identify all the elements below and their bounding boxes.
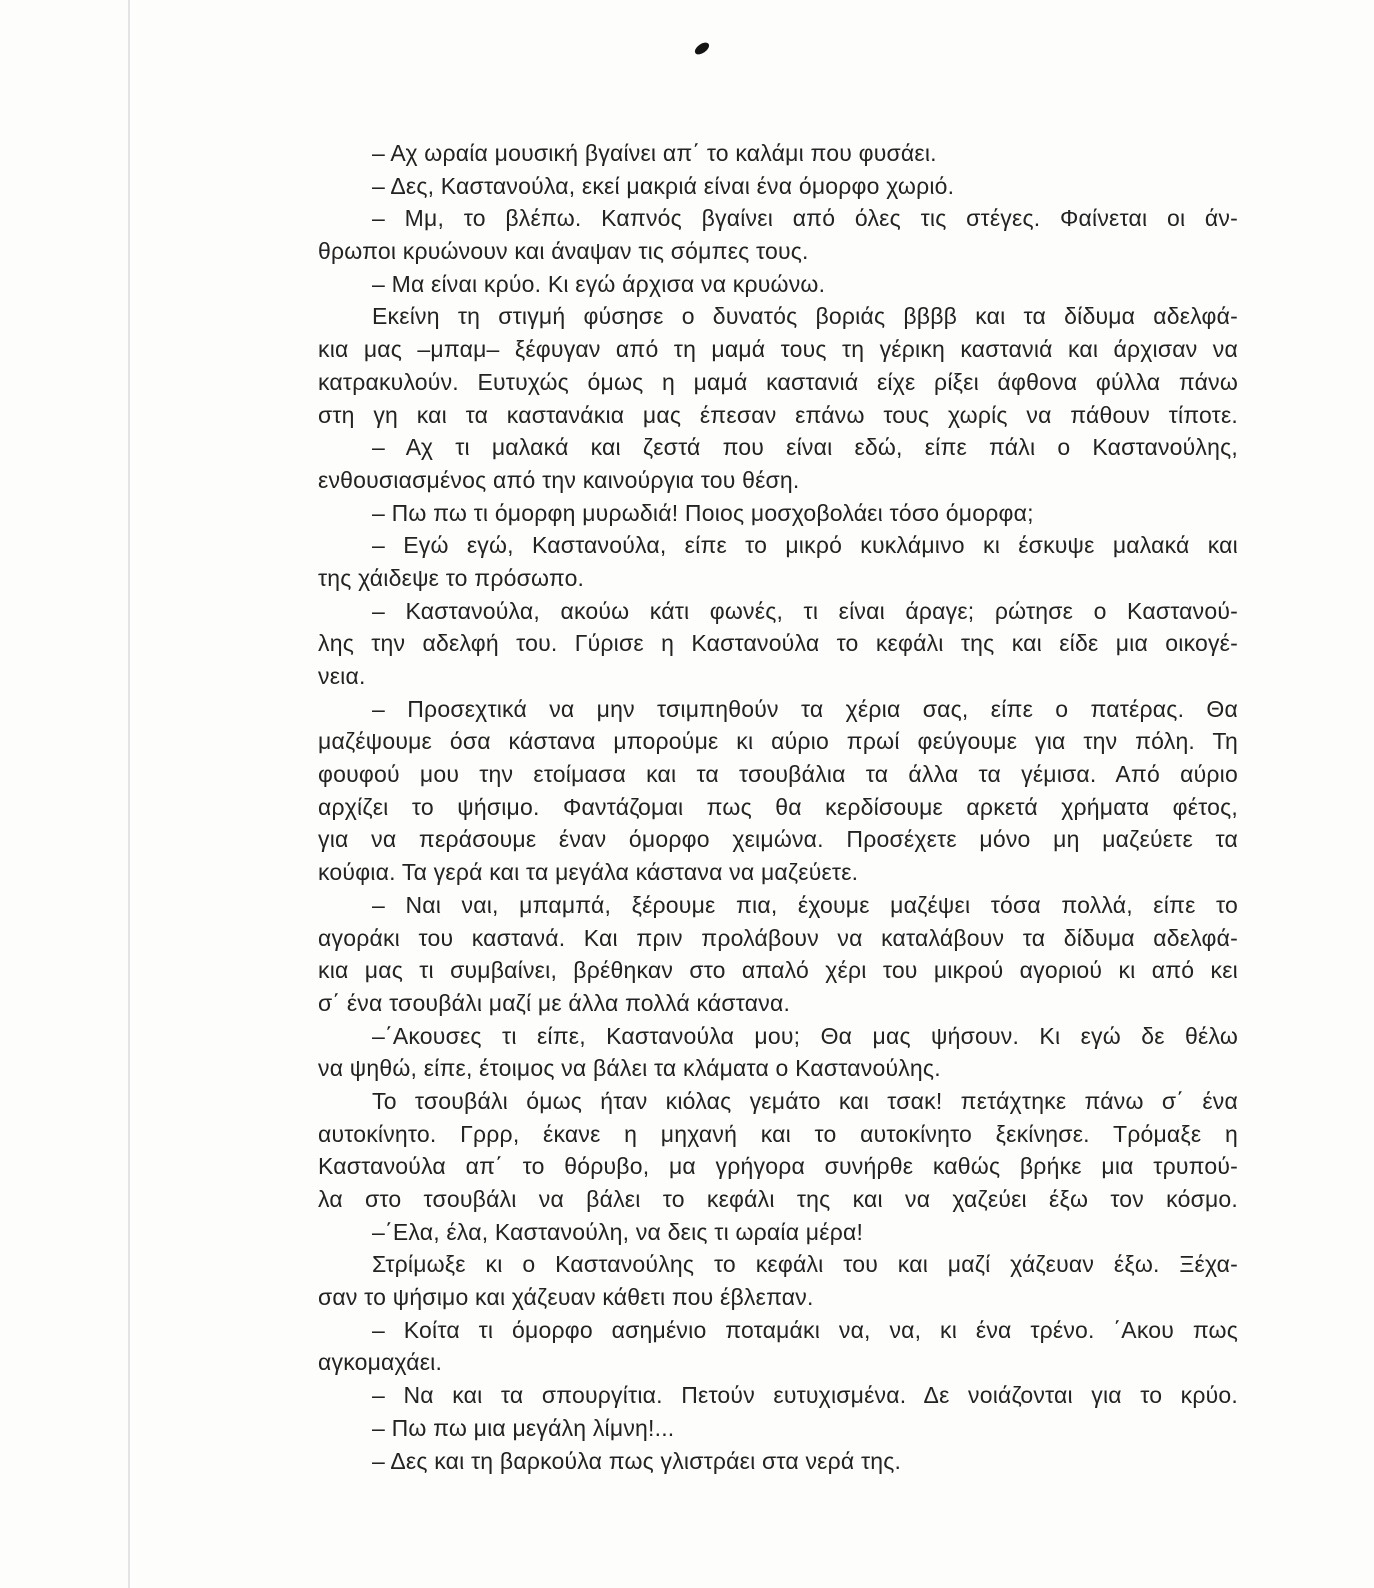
text-line: – Καστανούλα, ακούω κάτι φωνές, τι είναι άραγε; ρώτησε ο Καστανού- [372, 597, 1238, 624]
text-line: – Πω πω μια μεγάλη λίμνη!... [372, 1414, 675, 1441]
page-edge-shadow [128, 0, 130, 1588]
text-line: – Δες, Καστανούλα, εκεί μακριά είναι ένα όμορφο χωριό. [372, 172, 955, 199]
text-line: κια μας τι συμβαίνει, βρέθηκαν στο απαλό χέρι του μικρού αγοριού κι από κει [318, 957, 1238, 984]
text-line: – Ναι ναι, μπαμπά, ξέρουμε πια, έχουμε μαζέψει τόσα πολλά, είπε το [372, 891, 1238, 918]
text-line: της χάιδεψε το πρόσωπο. [318, 564, 585, 591]
text-line: – Κοίτα τι όμορφο ασημένιο ποταμάκι να, να, κι ένα τρένο. ΄Ακου πως [372, 1316, 1238, 1343]
text-line: αρχίζει το ψήσιμο. Φαντάζομαι πως θα κερδίσουμε αρκετά χρήματα φέτος, [318, 793, 1238, 820]
text-line: – Εγώ εγώ, Καστανούλα, είπε το μικρό κυκλάμινο κι έσκυψε μαλακά και [372, 532, 1238, 559]
text-line: σ΄ ένα τσουβάλι μαζί με άλλα πολλά κάστανα. [318, 989, 791, 1016]
text-line: – Αχ ωραία μουσική βγαίνει απ΄ το καλάμι που φυσάει. [372, 140, 937, 166]
text-line: νεια. [318, 663, 366, 689]
text-line: –΄Ελα, έλα, Καστανούλη, να δεις τι ωραία μέρα! [372, 1218, 864, 1245]
text-line: αγοράκι του καστανά. Και πριν προλάβουν να καταλάβουν τα δίδυμα αδελφά- [318, 924, 1238, 951]
text-line: λα στο τσουβάλι να βάλει το κεφάλι της και να χαζεύει έξω τον κόσμο. [318, 1186, 1238, 1212]
text-line: – Προσεχτικά να μην τσιμπηθούν τα χέρια σας, είπε ο πατέρας. Θα [372, 695, 1238, 722]
text-line: μαζέψουμε όσα κάστανα μπορούμε κι αύριο πρωί φεύγουμε για την πόλη. Τη [318, 728, 1238, 755]
text-line: Εκείνη τη στιγμή φύσησε ο δυνατός βοριάς ββββ και τα δίδυμα αδελφά- [372, 303, 1238, 330]
text-line: – Πω πω τι όμορφη μυρωδιά! Ποιος μοσχοβολάει τόσο όμορφα; [372, 499, 1034, 526]
text-line: κια μας –μπαμ– ξέφυγαν από τη μαμά τους τη γέρικη καστανιά και άρχισαν να [318, 336, 1238, 363]
text-line: για να περάσουμε έναν όμορφο χειμώνα. Προσέχετε μόνο μη μαζεύετε τα [318, 826, 1238, 853]
text-line: – Μα είναι κρύο. Κι εγώ άρχισα να κρυώνω. [372, 270, 826, 297]
text-line: κατρακυλούν. Ευτυχώς όμως η μαμά καστανιά είχε ρίξει άφθονα φύλλα πάνω [318, 368, 1238, 395]
text-line: φουφού μου την ετοίμασα και τα τσουβάλια τα άλλα τα γέμισα. Από αύριο [318, 761, 1238, 788]
text-line: – Αχ τι μαλακά και ζεστά που είναι εδώ, είπε πάλι ο Καστανούλης, [372, 434, 1238, 461]
text-line: Στρίμωξε κι ο Καστανούλης το κεφάλι του και μαζί χάζευαν έξω. Ξέχα- [372, 1251, 1238, 1278]
text-line: ενθουσιασμένος από την καινούργια του θέση. [318, 466, 800, 493]
text-line: – Δες και τη βαρκούλα πως γλιστράει στα νερά της. [372, 1447, 902, 1474]
text-line: θρωποι κρυώνουν και άναψαν τις σόμπες τους. [318, 238, 809, 265]
text-line: κούφια. Τα γερά και τα μεγάλα κάστανα να μαζεύετε. [318, 859, 859, 886]
ink-spot [693, 40, 711, 57]
text-line: αυτοκίνητο. Γρρρ, έκανε η μηχανή και το αυτοκίνητο ξεκίνησε. Τρόμαξε η [318, 1120, 1238, 1147]
text-line: σαν το ψήσιμο και χάζευαν κάθετι που έβλεπαν. [318, 1284, 814, 1311]
text-line: Το τσουβάλι όμως ήταν κιόλας γεμάτο και τσακ! πετάχτηκε πάνω σ΄ ένα [372, 1087, 1238, 1114]
text-line: αγκομαχάει. [318, 1349, 443, 1376]
text-line: λης την αδελφή του. Γύρισε η Καστανούλα το κεφάλι της και είδε μια οικογέ- [318, 630, 1238, 657]
text-line: –΄Ακουσες τι είπε, Καστανούλα μου; Θα μας ψήσουν. Κι εγώ δε θέλω [372, 1022, 1238, 1049]
story-text [318, 137, 1238, 1477]
text-line: Καστανούλα απ΄ το θόρυβο, μα γρήγορα συνήρθε καθώς βρήκε μια τρυπού- [318, 1153, 1238, 1180]
text-line: στη γη και τα καστανάκια μας έπεσαν επάνω τους χωρίς να πάθουν τίποτε. [318, 401, 1238, 428]
text-line: να ψηθώ, είπε, έτοιμος να βάλει τα κλάματα ο Καστανούλης. [318, 1055, 941, 1082]
text-line: – Μμ, το βλέπω. Καπνός βγαίνει από όλες τις στέγες. Φαίνεται οι άν- [372, 205, 1238, 232]
text-line: – Να και τα σπουργίτια. Πετούν ευτυχισμένα. Δε νοιάζονται για το κρύο. [372, 1382, 1238, 1409]
